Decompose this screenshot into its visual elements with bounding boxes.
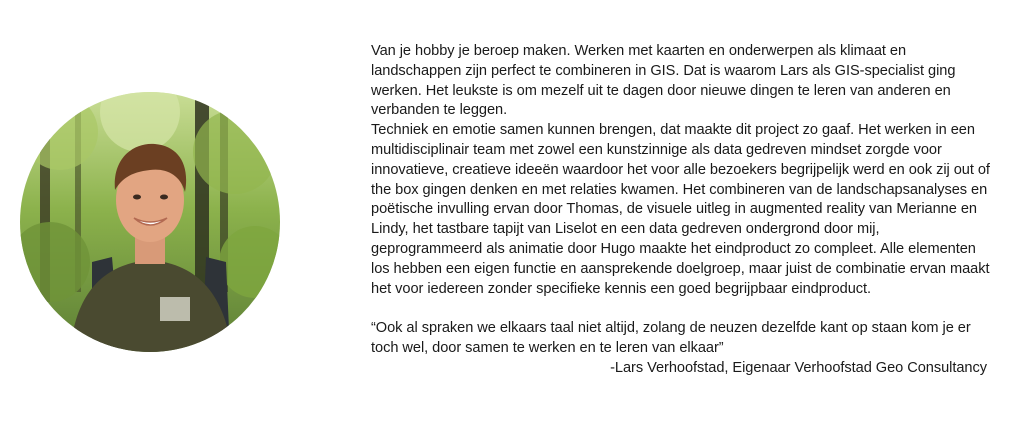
intro-paragraph: Van je hobby je beroep maken. Werken met kaarten en onderwerpen als klimaat en landschappen zijn perfect te combineren in GIS. Dat is waarom Lars als GIS-specialist ging werken. Het leukste is om mezelf uit te dagen door nieuwe dingen te leren van anderen en verbanden te leggen. bbox=[371, 43, 956, 119]
quote: “Ook al spraken we elkaars taal niet altijd, zolang de neuzen dezelfde kant op staan kom je er toch wel, door samen te werken en te leren van elkaar” bbox=[371, 320, 971, 356]
portrait-illustration bbox=[20, 92, 280, 352]
foliage bbox=[22, 94, 98, 170]
eye bbox=[160, 195, 168, 200]
portrait-photo bbox=[20, 92, 280, 352]
article-text bbox=[371, 42, 991, 379]
foliage bbox=[193, 110, 277, 194]
quote-attribution: -Lars Verhoofstad, Eigenaar Verhoofstad Geo Consultancy bbox=[610, 359, 987, 376]
shirt-print bbox=[160, 297, 190, 321]
project-paragraph: Techniek en emotie samen kunnen brengen, dat maakte dit project zo gaaf. Het werken in een multidisciplinair team met zowel een kunstzinnige als data gedreven mindset zorgde voor innovatieve, creatieve ideeën waardoor het voor alle bezoekers begrijpelijk werd en ook zij out of the box gingen denken en met relaties kwamen. Het combineren van de landschapsanalyses en poëtische invulling ervan door Thomas, de visuele uitleg in augmented reality van Merianne en Lindy, het tastbare tapijt van Liselot en een data gedreven ondergrond door mij, geprogrammeerd als animatie door Hugo maakte het eindproduct zo compleet. Alle elementen los hebben een eigen functie en aansprekende doelgroep, maar juist de combinatie ervan maakt het voor iedereen zonder specifieke kennis een goed begrijpbaar eindproduct. bbox=[371, 122, 990, 297]
eye bbox=[133, 195, 141, 200]
